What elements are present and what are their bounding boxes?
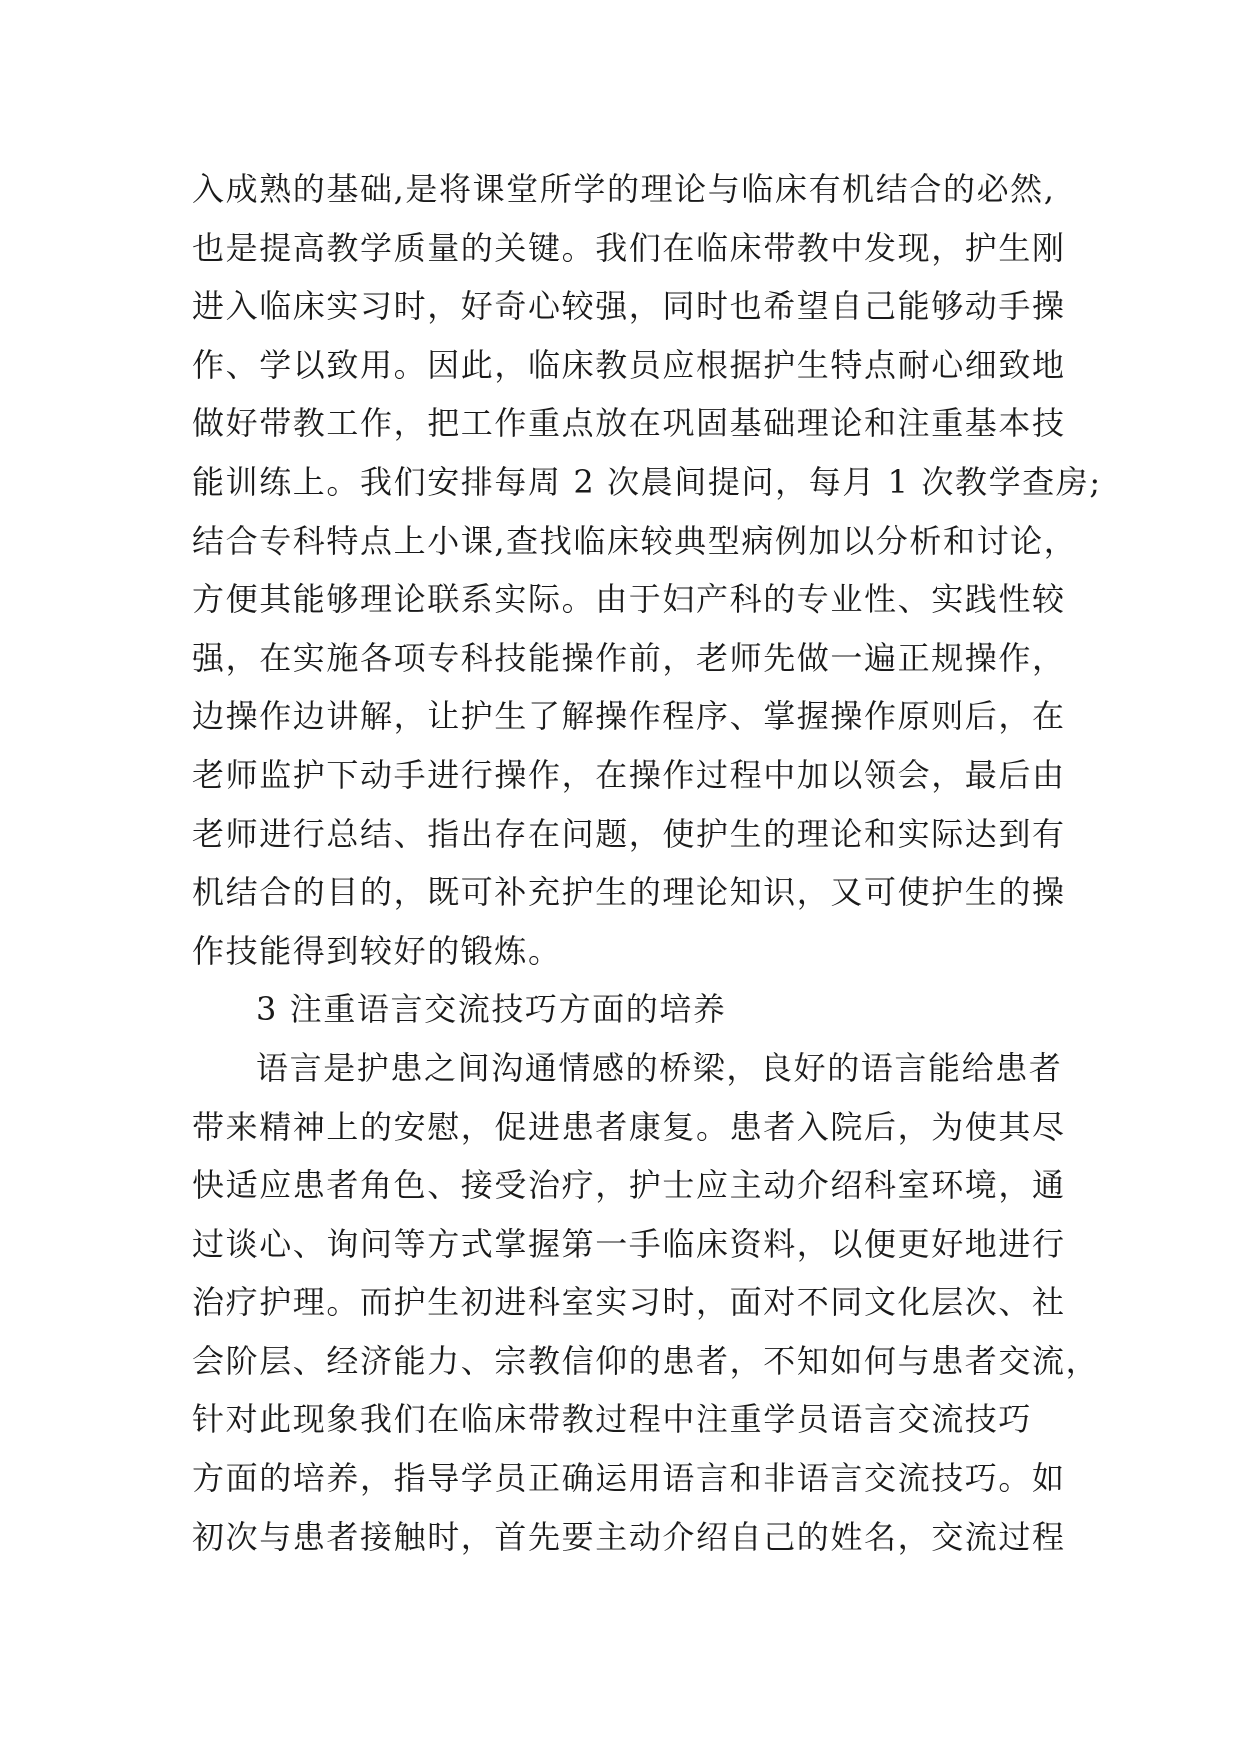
text-line: 老师进行总结、指出存在问题，使护生的理论和实际达到有: [192, 814, 1066, 853]
text-line: 机结合的目的，既可补充护生的理论知识，又可使护生的操: [192, 873, 1066, 912]
document-body: [192, 160, 1102, 1566]
text-line: 过谈心、询问等方式掌握第一手临床资料，以便更好地进行: [192, 1224, 1066, 1263]
text-line: 快适应患者角色、接受治疗，护士应主动介绍科室环境，通: [192, 1166, 1066, 1205]
text-line: 针对此现象我们在临床带教过程中注重学员语言交流技巧: [192, 1400, 1033, 1439]
text-line: 方便其能够理论联系实际。由于妇产科的专业性、实践性较: [192, 580, 1066, 619]
text-line: 结合专科特点上小课,查找临床较典型病例加以分析和讨论，: [192, 521, 1078, 560]
text-line: 入成熟的基础,是将课堂所学的理论与临床有机结合的必然,: [192, 170, 1056, 208]
text-line: 作技能得到较好的锻炼。: [192, 931, 562, 970]
text-line: 带来精神上的安慰，促进患者康复。患者入院后，为使其尽: [192, 1107, 1066, 1146]
text-line: 初次与患者接触时，首先要主动介绍自己的姓名，交流过程: [192, 1517, 1066, 1556]
text-line: 作、学以致用。因此，临床教员应根据护生特点耐心细致地: [192, 345, 1066, 384]
text-line: 做好带教工作，把工作重点放在巩固基础理论和注重基本技: [192, 404, 1066, 443]
text-line: 进入临床实习时，好奇心较强，同时也希望自己能够动手操: [192, 287, 1066, 326]
section-heading: 3 注重语言交流技巧方面的培养: [256, 990, 727, 1029]
text-line: 老师监护下动手进行操作，在操作过程中加以领会，最后由: [192, 755, 1066, 794]
text-line: 方面的培养，指导学员正确运用语言和非语言交流技巧。如: [192, 1459, 1066, 1498]
text-line: 治疗护理。而护生初进科室实习时，面对不同文化层次、社: [192, 1283, 1066, 1322]
text-line: 边操作边讲解，让护生了解操作程序、掌握操作原则后，在: [192, 697, 1066, 736]
text-line: 也是提高教学质量的关键。我们在临床带教中发现，护生刚: [192, 228, 1066, 267]
text-line: 会阶层、经济能力、宗教信仰的患者，不知如何与患者交流，: [192, 1341, 1100, 1380]
text-line: 强，在实施各项专科技能操作前，老师先做一遍正规操作，: [192, 638, 1066, 677]
paragraph-first-line: 语言是护患之间沟通情感的桥梁，良好的语言能给患者: [256, 1048, 1063, 1087]
text-line: 能训练上。我们安排每周 2 次晨间提问，每月 1 次教学查房;: [192, 462, 1102, 501]
